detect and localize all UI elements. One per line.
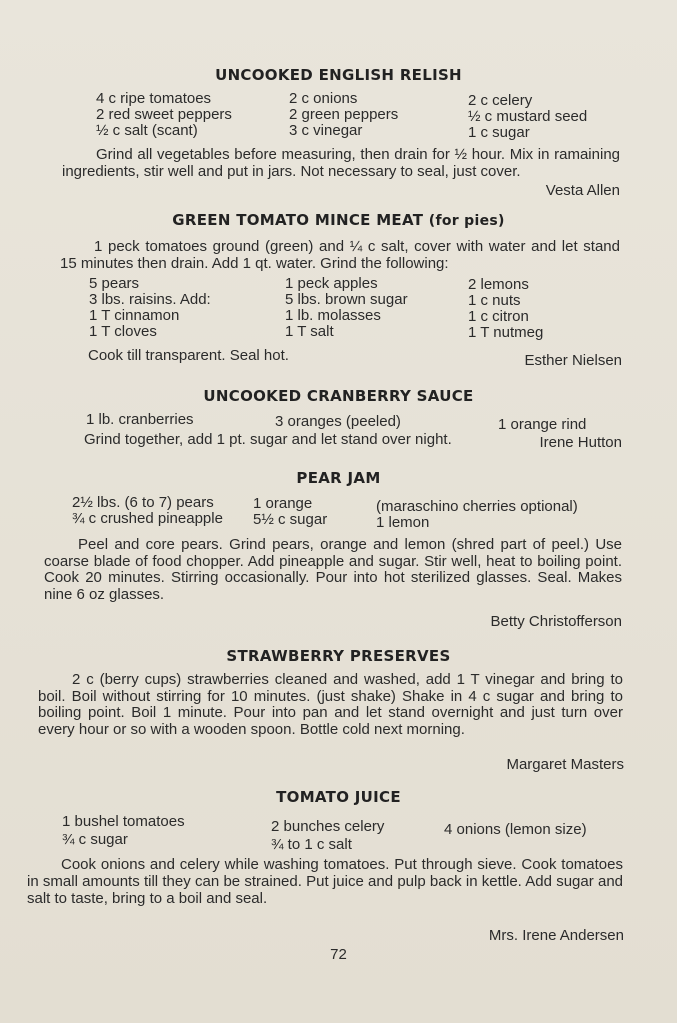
ingredient: 2 green peppers	[289, 106, 399, 123]
recipe-title: GREEN TOMATO MINCE MEAT (for pies)	[172, 211, 505, 229]
ingredient-column	[289, 91, 398, 139]
ingredient: 2 lemons	[468, 276, 529, 293]
recipe-instructions: Grind together, add 1 pt. sugar and let stand over night.	[84, 431, 452, 448]
ingredient: 1 orange rind	[498, 416, 587, 433]
ingredient-column	[468, 93, 587, 141]
recipe-title: UNCOOKED CRANBERRY SAUCE	[203, 387, 474, 405]
ingredient: 1 c sugar	[468, 124, 530, 141]
ingredient: 1 lb. molasses	[285, 307, 381, 324]
recipe-author: Margaret Masters	[506, 756, 624, 773]
recipe-title: STRAWBERRY PRESERVES	[226, 647, 451, 665]
ingredient: 1 peck apples	[285, 275, 378, 292]
ingredient: 4 c ripe tomatoes	[96, 90, 212, 107]
recipe-title: PEAR JAM	[296, 469, 381, 487]
page-number: 72	[330, 946, 347, 963]
recipe-title: TOMATO JUICE	[276, 788, 401, 806]
recipe-instructions: Cook till transparent. Seal hot.	[88, 347, 289, 364]
ingredient: 2 c onions	[289, 90, 358, 107]
recipe-instructions: Grind all vegetables before measuring, then drain for ½ hour. Mix in ramaining ingredients, stir well and put in jars. Not necessary to seal, just cover.	[62, 146, 620, 180]
recipe-title: UNCOOKED ENGLISH RELISH	[215, 66, 462, 84]
ingredient: 5 pears	[89, 275, 140, 292]
ingredient: ¾ c sugar	[62, 831, 128, 848]
ingredient: 1 T cinnamon	[89, 307, 180, 324]
ingredient: 5 lbs. brown sugar	[285, 291, 408, 308]
recipe-title-note: (for pies)	[428, 213, 505, 229]
ingredient: ½ c salt (scant)	[96, 122, 198, 139]
ingredient-column	[89, 276, 211, 340]
ingredient: ¾ to 1 c salt	[271, 836, 352, 853]
ingredient: 2 red sweet peppers	[96, 106, 232, 123]
recipe-author: Vesta Allen	[545, 182, 620, 199]
recipe-instructions: 2 c (berry cups) strawberries cleaned and washed, add 1 T vinegar and bring to boil. Boil without stirring for 10 minutes. (just shake) Shake in 4 c sugar and bring to boiling point. Boil 1 minute. Pour into pan and let stand overnight and just turn over every hour or so with a wooden spoon. Bottle cold next morning.	[38, 671, 623, 738]
ingredient: 1 T salt	[285, 323, 334, 340]
ingredient: 3 oranges (peeled)	[275, 413, 401, 430]
recipe-instructions: Peel and core pears. Grind pears, orange and lemon (shred part of peel.) Use coarse blade of food chopper. Add pineapple and sugar. Stir well, heat to boiling point. Cook 20 minutes. Stirring occasionally. Pour into hot sterilized glasses. Seal. Makes nine 6 oz glasses.	[44, 536, 622, 603]
ingredient: 2½ lbs. (6 to 7) pears	[72, 494, 214, 511]
recipe-intro: 1 peck tomatoes ground (green) and ¼ c salt, cover with water and let stand 15 minutes then drain. Add 1 qt. water. Grind the following:	[60, 238, 620, 272]
ingredient: 1 orange	[253, 495, 313, 512]
recipe-author: Mrs. Irene Andersen	[488, 927, 624, 944]
recipe-author: Betty Christofferson	[490, 613, 622, 630]
ingredient: ½ c mustard seed	[468, 108, 588, 125]
ingredient: 1 lemon	[376, 514, 430, 531]
ingredient: ¾ c crushed pineapple	[72, 510, 223, 527]
ingredient: 3 lbs. raisins. Add:	[89, 291, 211, 308]
ingredient-column	[376, 499, 578, 531]
ingredient: 4 onions (lemon size)	[444, 821, 587, 838]
ingredient: 2 bunches celery	[271, 818, 385, 835]
ingredient-column	[468, 277, 543, 341]
recipe-instructions: Cook onions and celery while washing tomatoes. Put through sieve. Cook tomatoes in small amounts till they can be strained. Put juice and pulp back in kettle. Add sugar and salt to taste, bring to a boil and seal.	[27, 856, 623, 907]
ingredient: 1 c nuts	[468, 292, 521, 309]
ingredient: 1 bushel tomatoes	[62, 813, 185, 830]
ingredient: 2 c celery	[468, 92, 533, 109]
ingredient-column	[72, 495, 223, 527]
ingredient-column	[253, 496, 327, 528]
ingredient-column	[271, 818, 384, 854]
ingredient-column	[62, 813, 185, 849]
ingredient: 5½ c sugar	[253, 511, 328, 528]
ingredient: 3 c vinegar	[289, 122, 363, 139]
ingredient: 1 T nutmeg	[468, 324, 544, 341]
ingredient-column	[285, 276, 408, 340]
ingredient-column	[96, 91, 232, 139]
ingredient: (maraschino cherries optional)	[376, 498, 578, 515]
ingredient: 1 T cloves	[89, 323, 157, 340]
recipe-author: Irene Hutton	[539, 434, 622, 451]
recipe-author: Esther Nielsen	[524, 352, 622, 369]
ingredient: 1 c citron	[468, 308, 529, 325]
ingredient: 1 lb. cranberries	[86, 411, 194, 428]
